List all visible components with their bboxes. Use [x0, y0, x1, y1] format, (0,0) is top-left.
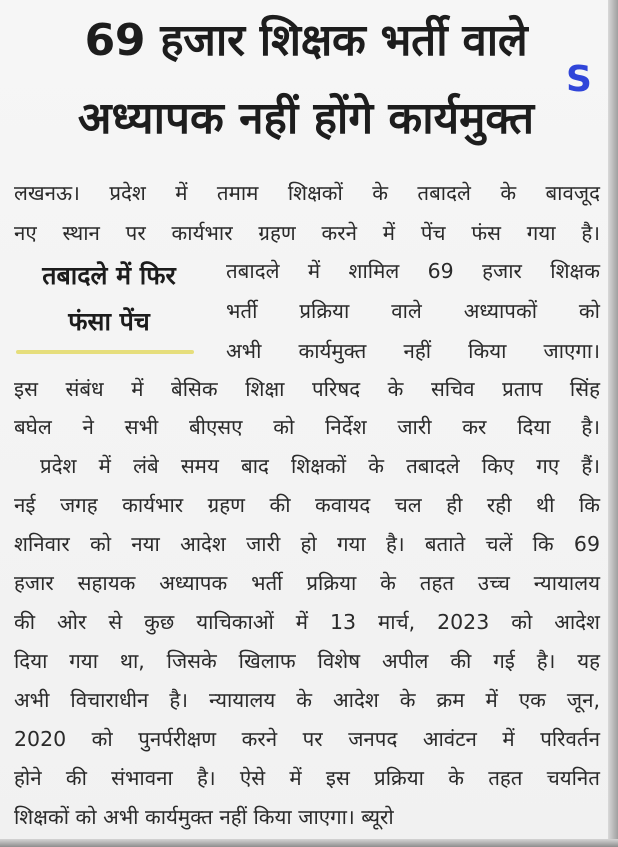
article-line: होने की संभावना है। ऐसे में इस प्रक्रिया के तहत चयनित	[14, 766, 600, 790]
article-line: शनिवार को नया आदेश जारी हो गया है। बताते चलें कि 69	[14, 532, 600, 556]
article-line: तबादले में शामिल 69 हजार शिक्षक	[226, 259, 600, 283]
article-line: नए स्थान पर कार्यभार ग्रहण करने में पेंच फंस गया है।	[14, 221, 600, 245]
page-edge-right	[608, 0, 618, 847]
article-line: अभी कार्यमुक्त नहीं किया जाएगा।	[226, 339, 600, 363]
page-edge-bottom	[0, 839, 618, 847]
article-line: प्रदेश में लंबे समय बाद शिक्षकों के तबादले किए गए हैं।	[40, 454, 600, 478]
article-line: भर्ती प्रक्रिया वाले अध्यापकों को	[226, 299, 600, 323]
article-line: शिक्षकों को अभी कार्यमुक्त नहीं किया जाएगा। ब्यूरो	[14, 805, 394, 829]
article-line: नई जगह कार्यभार ग्रहण की कवायद चल ही रही थी कि	[14, 493, 600, 517]
article-line: हजार सहायक अध्यापक भर्ती प्रक्रिया के तहत उच्च न्यायालय	[14, 571, 600, 595]
article-line: बघेल ने सभी बीएसए को निर्देश जारी कर दिया है।	[14, 415, 600, 439]
article-line: इस संबंध में बेसिक शिक्षा परिषद के सचिव प्रताप सिंह	[14, 377, 600, 401]
subheading-underline	[16, 350, 194, 354]
headline-line-2: अध्यापक नहीं होंगे कार्यमुक्त	[77, 93, 535, 144]
article-line: लखनऊ। प्रदेश में तमाम शिक्षकों के तबादले के बावजूद	[14, 181, 600, 205]
headline-line-1: 69 हजार शिक्षक भर्ती वाले	[84, 15, 528, 66]
subheading-line-1: तबादले में फिर	[42, 261, 176, 290]
article-line: की ओर से कुछ याचिकाओं में 13 मार्च, 2023 को आदेश	[14, 610, 600, 634]
article-line: अभी विचाराधीन है। न्यायालय के आदेश के क्रम में एक जून,	[14, 688, 600, 712]
watermark-badge: S	[566, 59, 592, 100]
subheading-line-2: फंसा पेंच	[68, 307, 150, 336]
article-line: दिया गया था, जिसके खिलाफ विशेष अपील की गई है। यह	[14, 649, 600, 673]
article-line: 2020 को पुनर्परीक्षण करने पर जनपद आवंटन में परिवर्तन	[14, 727, 600, 751]
